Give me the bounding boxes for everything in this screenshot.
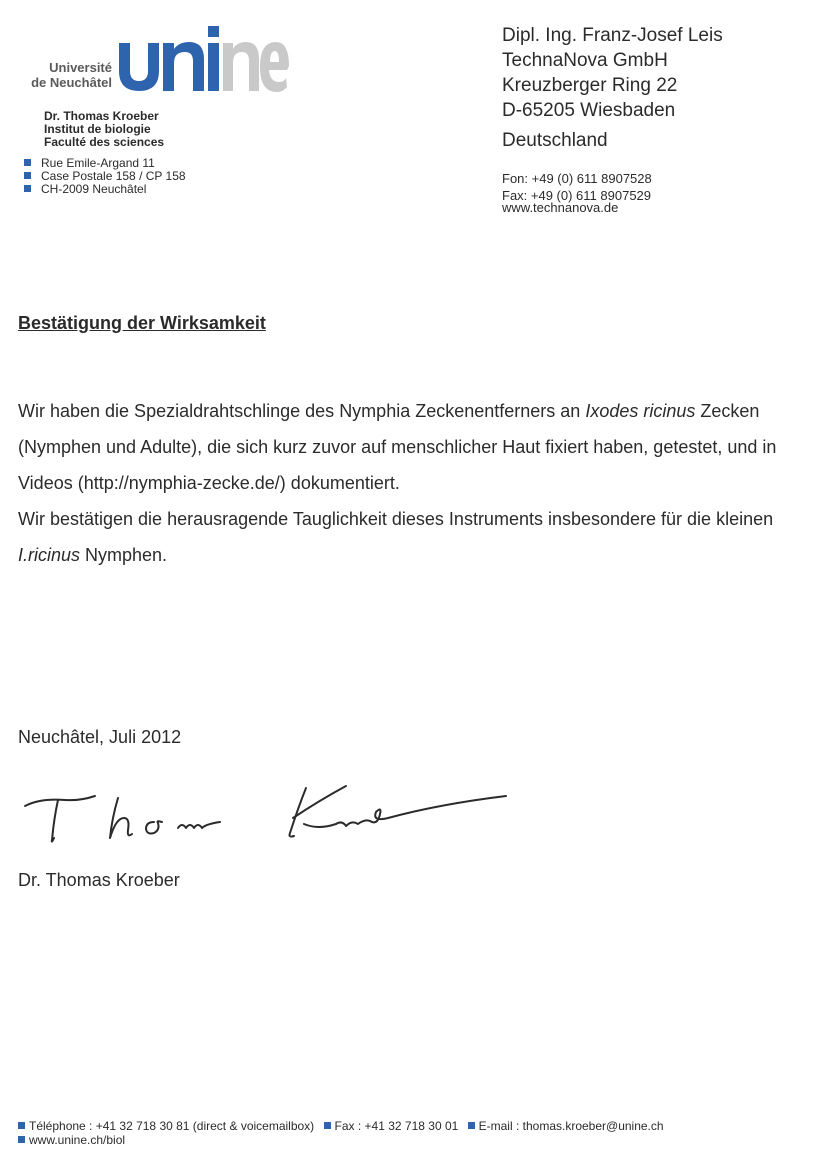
recipient-name: Dipl. Ing. Franz-Josef Leis [502, 25, 723, 46]
signer-name: Dr. Thomas Kroeber [18, 870, 180, 890]
sender-address-line: Case Postale 158 / CP 158 [24, 170, 186, 183]
sender-address [24, 157, 186, 196]
recipient-phone: Fon: +49 (0) 611 8907528 [502, 171, 652, 186]
recipient-city: D-65205 Wiesbaden [502, 100, 676, 121]
species-abbrev: I.ricinus [18, 545, 81, 565]
square-bullet-icon [18, 1122, 25, 1129]
letter-body [18, 393, 808, 573]
recipient-web: www.technanova.de [502, 200, 619, 215]
footer [18, 1119, 664, 1147]
square-bullet-icon [24, 172, 31, 179]
university-name-line1: Université [49, 60, 112, 75]
sender-address-line: CH-2009 Neuchâtel [24, 183, 186, 196]
species-name: Ixodes ricinus [585, 401, 696, 421]
footer-line-1 [18, 1119, 664, 1133]
recipient-country: Deutschland [502, 130, 608, 151]
recipient-block [502, 23, 723, 123]
recipient-contact [502, 170, 652, 216]
sender-faculty: Faculté des sciences [44, 135, 165, 149]
place-date: Neuchâtel, Juli 2012 [18, 727, 182, 747]
paragraph-2: Wir bestätigen die herausragende Tauglichkeit dieses Instruments insbesondere für die kleinen I.ricinus Nymphen. [18, 509, 774, 565]
university-name [10, 60, 112, 90]
sender-institute: Institut de biologie [44, 122, 151, 136]
footer-web: www.unine.ch/biol [29, 1133, 126, 1147]
square-bullet-icon [24, 185, 31, 192]
square-bullet-icon [324, 1122, 331, 1129]
sender-name: Dr. Thomas Kroeber [44, 109, 159, 123]
sender-block [44, 110, 164, 149]
footer-fax: Fax : +41 32 718 30 01 [334, 1119, 459, 1133]
recipient-company: TechnaNova GmbH [502, 50, 668, 71]
footer-phone: Téléphone : +41 32 718 30 81 (direct & voicemailbox) [29, 1119, 315, 1133]
recipient-fax: Fax: +49 (0) 611 8907529 [502, 188, 652, 203]
signature-icon [20, 778, 510, 848]
square-bullet-icon [468, 1122, 475, 1129]
recipient-street: Kreuzberger Ring 22 [502, 75, 678, 96]
square-bullet-icon [18, 1136, 25, 1143]
unine-logo-icon [117, 23, 289, 93]
footer-email: E-mail : thomas.kroeber@unine.ch [478, 1119, 664, 1133]
square-bullet-icon [24, 159, 31, 166]
paragraph-1: Wir haben die Spezialdrahtschlinge des Nymphia Zeckenentferners an Ixodes ricinus Zecken (Nymphen und Adulte), die sich kurz zuvor auf menschlicher Haut fixiert haben, getestet, und in Videos (http://nymphia-zecke.de/) dokumentiert. [18, 401, 777, 493]
university-name-line2: de Neuchâtel [31, 75, 112, 90]
sender-address-line: Rue Emile-Argand 11 [24, 157, 186, 170]
footer-line-2 [18, 1133, 664, 1147]
letter-subject: Bestätigung der Wirksamkeit [18, 313, 266, 333]
